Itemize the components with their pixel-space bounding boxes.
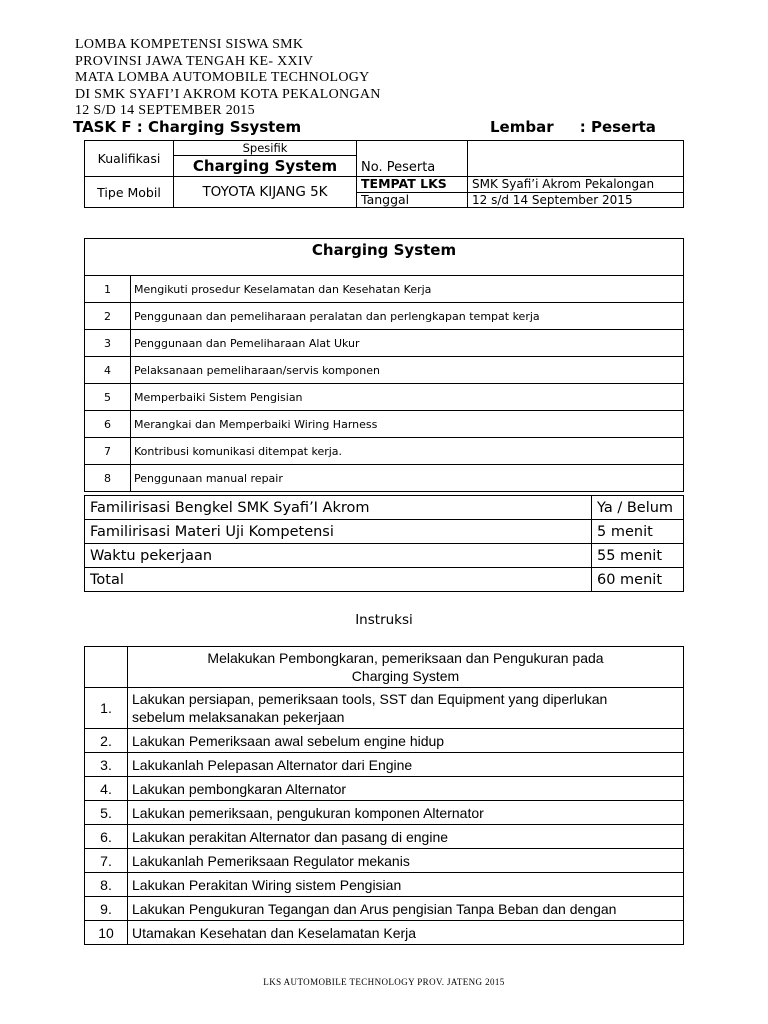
info-table — [84, 140, 684, 208]
header-line: DI SMK SYAFI’I AKROM KOTA PEKALONGAN — [75, 86, 381, 102]
row-text: Lakukan Pemeriksaan awal sebelum engine hidup — [128, 729, 684, 753]
table-row — [85, 384, 684, 411]
row-number: 5 — [85, 384, 131, 411]
instruction-table — [84, 646, 684, 945]
row-text: Utamakan Kesehatan dan Keselamatan Kerja — [128, 921, 684, 945]
row-text: Lakukan pembongkaran Alternator — [128, 777, 684, 801]
table-row — [85, 921, 684, 945]
table-row — [85, 438, 684, 465]
row-text — [128, 688, 684, 729]
table-row — [85, 688, 684, 729]
summary-label: Familirisasi Materi Uji Kompetensi — [85, 520, 592, 544]
row-text-line: Lakukan persiapan, pemeriksaan tools, SST dan Equipment yang diperlukan — [132, 691, 608, 707]
table-row — [85, 357, 684, 384]
table-row — [85, 520, 684, 544]
row-text: Lakukan pemeriksaan, pengukuran komponen Alternator — [128, 801, 684, 825]
row-text: Lakukanlah Pemeriksaan Regulator mekanis — [128, 849, 684, 873]
instruksi-heading: Instruksi — [355, 612, 413, 628]
charging-system-table — [84, 238, 684, 492]
tempat-lks-value: SMK Syafi’i Akrom Pekalongan — [468, 177, 684, 193]
summary-value: 5 menit — [592, 520, 684, 544]
row-text: Penggunaan dan Pemeliharaan Alat Ukur — [131, 330, 684, 357]
summary-value: 60 menit — [592, 568, 684, 592]
row-number: 6. — [85, 825, 128, 849]
row-number: 7. — [85, 849, 128, 873]
table-row — [85, 897, 684, 921]
no-peserta-value — [468, 141, 684, 177]
row-text: Mengikuti prosedur Keselamatan dan Kesehatan Kerja — [131, 276, 684, 303]
summary-value: Ya / Belum — [592, 496, 684, 520]
header-line: LOMBA KOMPETENSI SISWA SMK — [75, 37, 304, 52]
header-number-cell — [85, 647, 128, 688]
charging-table-title: Charging System — [85, 239, 684, 276]
table-row — [85, 276, 684, 303]
row-text: Lakukan Perakitan Wiring sistem Pengisian — [128, 873, 684, 897]
table-row — [85, 729, 684, 753]
summary-label: Familirisasi Bengkel SMK Syafi’I Akrom — [85, 496, 592, 520]
table-row — [85, 411, 684, 438]
row-number: 8 — [85, 465, 131, 492]
tempat-lks-label: TEMPAT LKS — [357, 177, 468, 193]
summary-value: 55 menit — [592, 544, 684, 568]
row-number: 4 — [85, 357, 131, 384]
table-row — [85, 303, 684, 330]
instruction-header — [128, 647, 684, 688]
document-header — [75, 37, 381, 120]
tanggal-value: 12 s/d 14 September 2015 — [468, 192, 684, 208]
lembar-label: Lembar : Peserta — [490, 118, 656, 136]
row-number: 10 — [85, 921, 128, 945]
row-number: 4. — [85, 777, 128, 801]
row-number: 1. — [85, 688, 128, 729]
row-number: 5. — [85, 801, 128, 825]
row-text: Kontribusi komunikasi ditempat kerja. — [131, 438, 684, 465]
table-row — [85, 849, 684, 873]
instruction-header-line: Charging System — [351, 668, 460, 684]
table-row — [85, 753, 684, 777]
header-line: MATA LOMBA AUTOMOBILE TECHNOLOGY — [75, 70, 370, 85]
row-text: Penggunaan manual repair — [131, 465, 684, 492]
row-text: Merangkai dan Memperbaiki Wiring Harness — [131, 411, 684, 438]
header-line: 12 S/D 14 SEPTEMBER 2015 — [75, 103, 255, 118]
row-text-line: sebelum melaksanakan pekerjaan — [132, 709, 345, 725]
row-number: 8. — [85, 873, 128, 897]
row-number: 3 — [85, 330, 131, 357]
row-text: Penggunaan dan pemeliharaan peralatan dan perlengkapan tempat kerja — [131, 303, 684, 330]
header-line: PROVINSI JAWA TENGAH KE- XXIV — [75, 53, 314, 69]
table-row — [85, 496, 684, 520]
row-text: Memperbaiki Sistem Pengisian — [131, 384, 684, 411]
table-row — [85, 544, 684, 568]
spesifik-label: Spesifik — [174, 141, 357, 156]
time-summary-table — [84, 495, 684, 592]
page-footer: LKS AUTOMOBILE TECHNOLOGY PROV. JATENG 2015 — [263, 977, 505, 987]
row-number: 7 — [85, 438, 131, 465]
table-row — [85, 330, 684, 357]
row-number: 9. — [85, 897, 128, 921]
row-number: 6 — [85, 411, 131, 438]
summary-label: Total — [85, 568, 592, 592]
spesifik-value: Charging System — [174, 156, 357, 177]
summary-label: Waktu pekerjaan — [85, 544, 592, 568]
table-row — [85, 801, 684, 825]
kualifikasi-label: Kualifikasi — [85, 141, 174, 177]
row-text: Lakukan Pengukuran Tegangan dan Arus pengisian Tanpa Beban dan dengan — [128, 897, 684, 921]
tanggal-label: Tanggal — [357, 192, 468, 208]
row-text: Pelaksanaan pemeliharaan/servis komponen — [131, 357, 684, 384]
row-number: 3. — [85, 753, 128, 777]
instruction-header-line: Melakukan Pembongkaran, pemeriksaan dan Pengukuran pada — [207, 650, 604, 666]
table-row — [85, 825, 684, 849]
table-row — [85, 873, 684, 897]
table-row — [85, 465, 684, 492]
tipe-mobil-label: Tipe Mobil — [85, 177, 174, 208]
no-peserta-label: No. Peserta — [357, 141, 468, 177]
row-number: 2. — [85, 729, 128, 753]
row-text: Lakukan perakitan Alternator dan pasang di engine — [128, 825, 684, 849]
row-number: 1 — [85, 276, 131, 303]
tipe-mobil-value: TOYOTA KIJANG 5K — [174, 177, 357, 208]
table-row — [85, 777, 684, 801]
row-text: Lakukanlah Pelepasan Alternator dari Engine — [128, 753, 684, 777]
row-number: 2 — [85, 303, 131, 330]
task-title: TASK F : Charging Ssystem — [73, 118, 302, 136]
table-row — [85, 568, 684, 592]
